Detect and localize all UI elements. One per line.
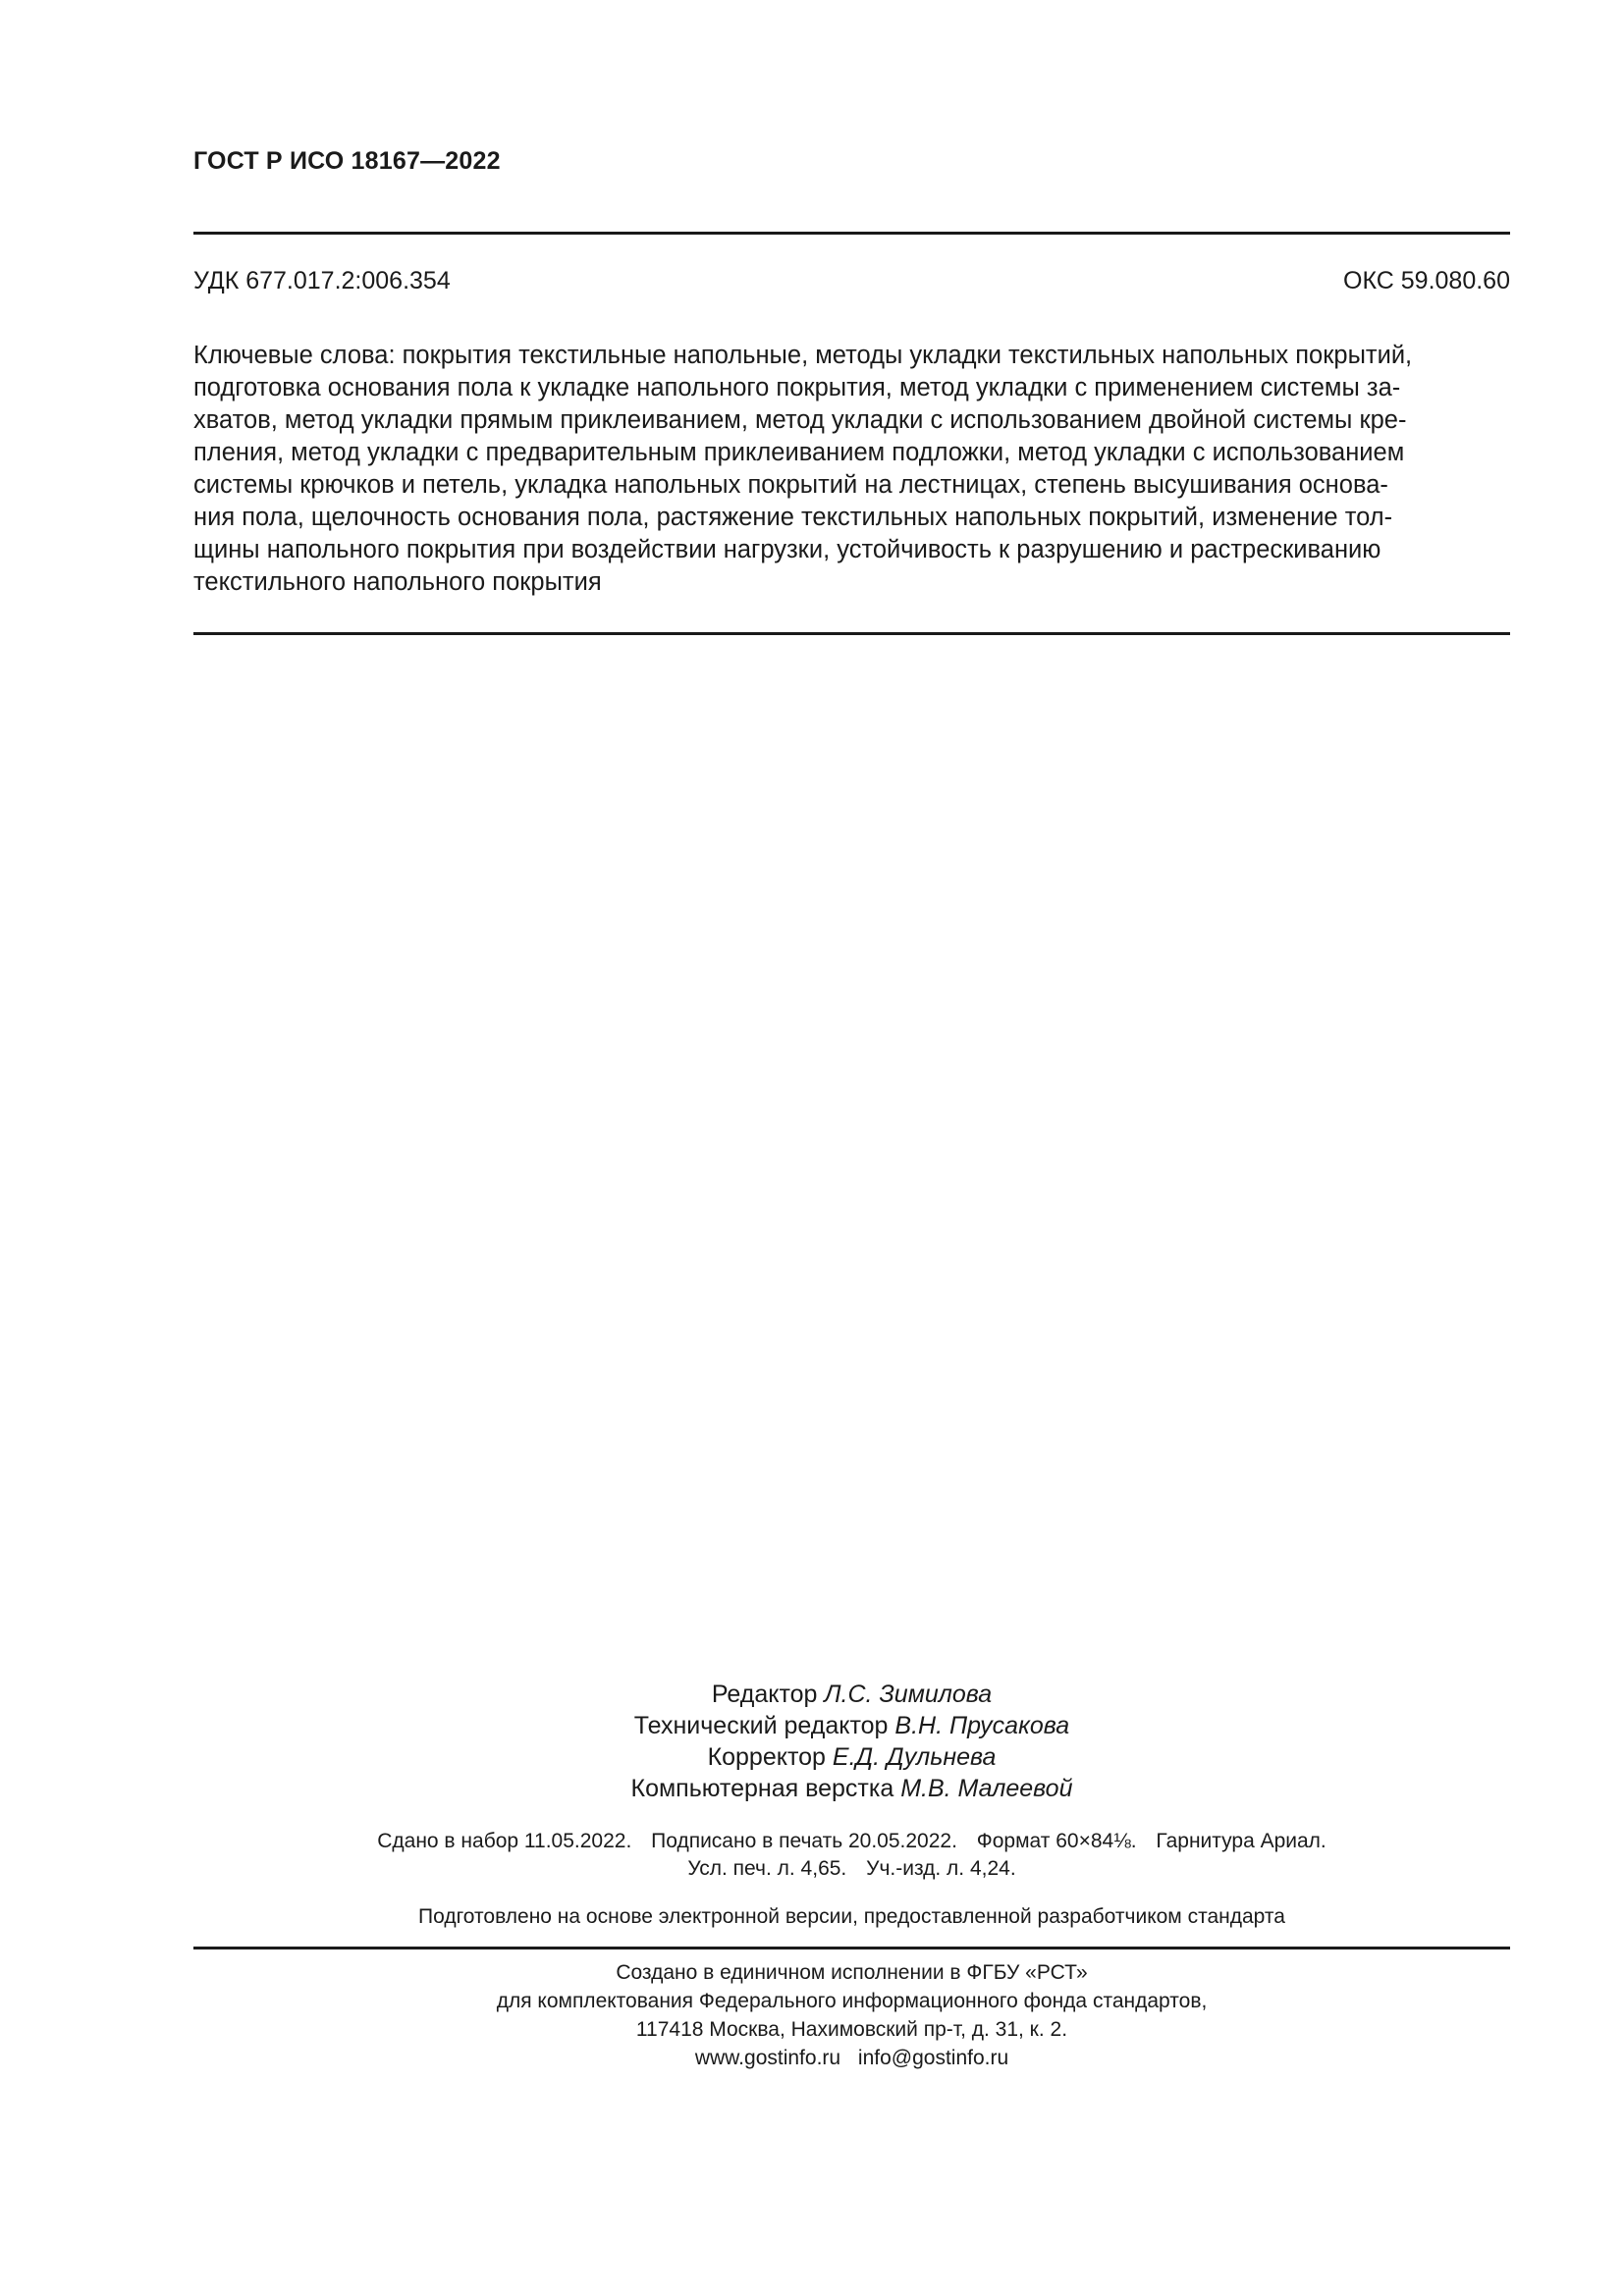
typeface: Гарнитура Ариал. (1156, 1830, 1326, 1852)
keywords-line: пления, метод укладки с предварительным приклеиванием подложки, метод укладки с использованием (193, 439, 1405, 466)
credit-role: Редактор (711, 1681, 818, 1708)
top-divider (193, 232, 1510, 235)
credit-person: М.В. Малеевой (900, 1775, 1073, 1802)
bottom-divider (193, 1947, 1510, 1949)
publisher-contacts (193, 2044, 1510, 2072)
keywords-line: системы крючков и петель, укладка напольных покрытий на лестницах, степень высушивания основа- (193, 471, 1388, 499)
credit-person: Л.С. Зимилова (824, 1681, 993, 1708)
credit-layout (193, 1773, 1510, 1804)
credit-person: Е.Д. Дульнева (832, 1743, 997, 1771)
keywords-paragraph (193, 340, 1510, 599)
printed-sheets: Усл. печ. л. 4,65. (687, 1857, 847, 1880)
print-info-line-1 (193, 1828, 1510, 1855)
credit-role: Технический редактор (633, 1712, 889, 1739)
print-info-line-2 (193, 1855, 1510, 1883)
email-link[interactable]: info@gostinfo.ru (857, 2047, 1009, 2069)
credit-role: Корректор (707, 1743, 826, 1771)
keywords-line-last: текстильного напольного покрытия (193, 568, 602, 596)
publisher-address: 117418 Москва, Нахимовский пр-т, д. 31, к. 2. (635, 2018, 1068, 2041)
website-link[interactable]: www.gostinfo.ru (694, 2047, 841, 2069)
credit-proofreader (193, 1741, 1510, 1773)
standard-number: ГОСТ Р ИСО 18167—2022 (193, 147, 501, 175)
prepared-note: Подготовлено на основе электронной версии, предоставленной разработчиком стандарта (418, 1905, 1285, 1928)
credit-technical-editor (193, 1710, 1510, 1741)
credit-editor (193, 1679, 1510, 1710)
keywords-line: хватов, метод укладки прямым приклеиванием, метод укладки с использованием двойной системы кре- (193, 406, 1407, 434)
keywords-divider (193, 632, 1510, 635)
credit-person: В.Н. Прусакова (894, 1712, 1070, 1739)
editorial-credits (193, 1679, 1510, 1804)
signed-date: Подписано в печать 20.05.2022. (651, 1830, 957, 1852)
publisher-line-2: для комплектования Федерального информационного фонда стандартов, (496, 1990, 1208, 2012)
keywords-line: подготовка основания пола к укладке напольного покрытия, метод укладки с применением системы за- (193, 374, 1401, 401)
keywords-line: Ключевые слова: покрытия текстильные напольные, методы укладки текстильных напольных покрытий, (193, 342, 1413, 369)
udc-code: УДК 677.017.2:006.354 (193, 267, 451, 294)
credit-role: Компьютерная верстка (630, 1775, 894, 1802)
oks-code: ОКС 59.080.60 (1343, 267, 1510, 294)
paper-format: Формат 60×84⅛. (976, 1830, 1137, 1852)
publisher-info (193, 1958, 1510, 2072)
keywords-line: ния пола, щелочность основания пола, растяжение текстильных напольных покрытий, изменение тол- (193, 504, 1393, 531)
submitted-date: Сдано в набор 11.05.2022. (377, 1830, 632, 1852)
publisher-line-1: Создано в единичном исполнении в ФГБУ «РСТ» (616, 1961, 1088, 1984)
print-info (193, 1828, 1510, 1883)
keywords-line: щины напольного покрытия при воздействии нагрузки, устойчивость к разрушению и растрескиванию (193, 536, 1381, 563)
publisher-sheets: Уч.-изд. л. 4,24. (866, 1857, 1016, 1880)
